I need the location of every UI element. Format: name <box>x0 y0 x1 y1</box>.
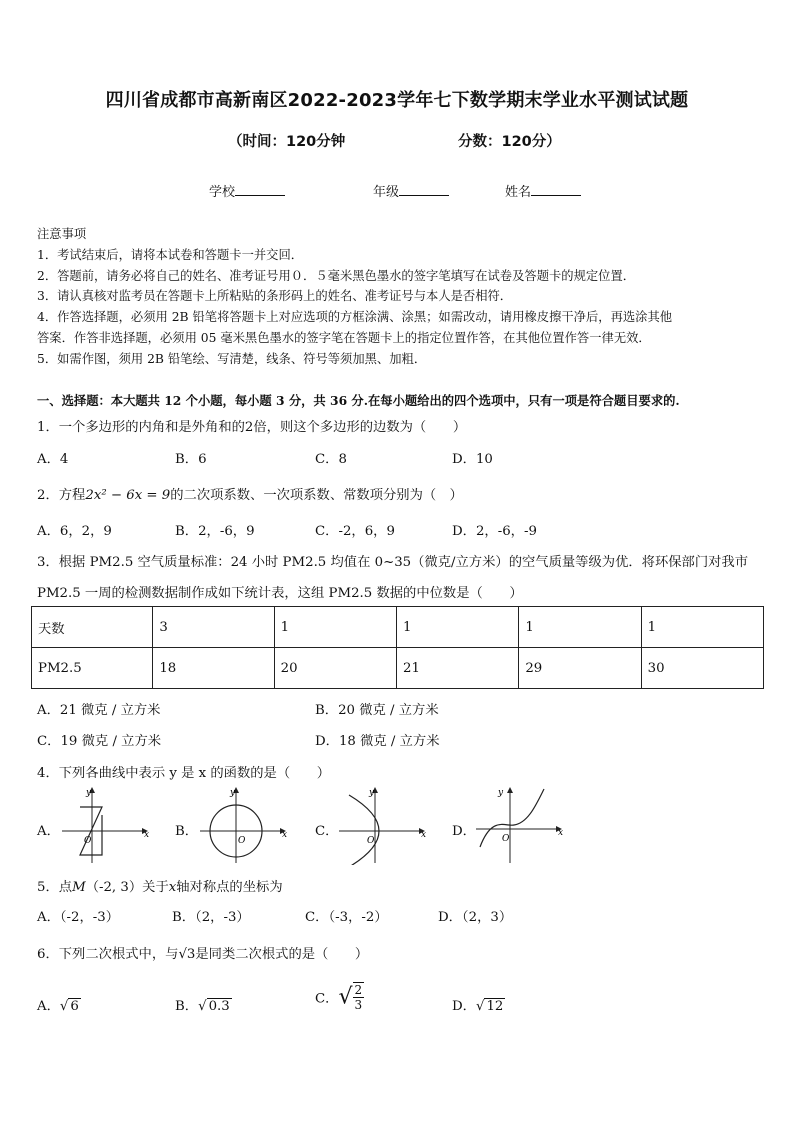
q2-option-d[interactable]: D．2，-6，-9 <box>452 524 537 539</box>
q2-option-a[interactable]: A．6，2，9 <box>37 524 112 539</box>
q3-option-b[interactable]: B．20 微克 / 立方米 <box>315 703 439 718</box>
table-cell: PM2.5 <box>32 648 153 689</box>
q6-option-b[interactable]: B．√ 0.3 <box>175 999 230 1014</box>
q5-coords: （-2, 3） <box>85 880 143 895</box>
q6-option-d[interactable]: D．√ 12 <box>452 999 504 1014</box>
q6-option-d-label: D． <box>452 999 476 1014</box>
q5-stem-pre: 5．点 <box>37 880 73 895</box>
notice-item: 2．答题前，请务必将自己的姓名、准考证号用０．５毫米黑色墨水的签字笔填写在试卷及答题卡的规定位置． <box>37 269 636 283</box>
q5-option-c[interactable]: C．（-3，-2） <box>305 910 388 925</box>
q5-point: M <box>72 880 86 895</box>
axis-x-label: x <box>558 828 564 838</box>
axis-y-label: y <box>230 788 236 798</box>
q5-stem-end: 轴对称点的坐标为 <box>176 880 283 895</box>
question-3-stem-line2: PM2.5 一周的检测数据制作成如下统计表，这组 PM2.5 数据的中位数是（ ） <box>37 586 523 601</box>
table-cell: 29 <box>519 648 641 689</box>
q6-radicand-d: 12 <box>486 999 504 1014</box>
q3-option-d[interactable]: D．18 微克 / 立方米 <box>315 734 440 749</box>
exam-score: 分数：120分） <box>458 134 561 150</box>
notice-item: 4．作答选择题，必须用 2B 铅笔将答题卡上对应选项的方框涂满、涂黑；如需改动，请用橡皮擦干净后，再选涂其他 <box>37 310 673 324</box>
q2-stem-post: 的二次项系数、一次项系数、常数项分别为（ ） <box>170 488 463 503</box>
question-5-stem <box>37 876 283 895</box>
name-field[interactable] <box>505 181 581 200</box>
q3-option-c[interactable]: C．19 微克 / 立方米 <box>37 734 162 749</box>
exam-title: 四川省成都市高新南区2022-2023学年七下数学期末学业水平测试试题 <box>105 90 689 111</box>
table-cell: 21 <box>396 648 518 689</box>
q2-option-b[interactable]: B．2，-6，9 <box>175 524 255 539</box>
origin-label: O <box>238 836 246 846</box>
table-row <box>32 648 764 689</box>
axis-y-label: y <box>86 788 92 798</box>
table-cell: 30 <box>641 648 763 689</box>
origin-label: O <box>367 836 375 846</box>
q5-option-d[interactable]: D．（2，3） <box>438 910 513 925</box>
section-heading: 一、选择题：本大题共 12 个小题，每小题 3 分，共 36 分.在每小题给出的四个选项中，只有一项是符合题目要求的. <box>37 393 680 408</box>
q1-option-c[interactable]: C．8 <box>315 452 347 467</box>
q6-fraction <box>353 982 365 1012</box>
school-field[interactable] <box>209 181 285 200</box>
q4-graph-c <box>335 785 427 865</box>
table-cell: 3 <box>153 607 274 648</box>
question-3-stem-line1: 3．根据 PM2.5 空气质量标准：24 小时 PM2.5 均值在 0~35（微克/立方米）的空气质量等级为优．将环保部门对我市 <box>37 555 749 570</box>
q3-option-a[interactable]: A．21 微克 / 立方米 <box>37 703 161 718</box>
q6-option-c-label: C． <box>315 991 339 1007</box>
q2-option-c[interactable]: C．-2，6，9 <box>315 524 395 539</box>
q6-radicand-a: 6 <box>70 999 79 1014</box>
notice-heading: 注意事项 <box>37 227 87 241</box>
q5-axis: x <box>168 880 177 895</box>
q4-option-b[interactable]: B． <box>175 824 199 839</box>
q5-option-a[interactable]: A．（-2，-3） <box>37 910 120 925</box>
question-1-stem: 1．一个多边形的内角和是外角和的2倍，则这个多边形的边数为（ ） <box>37 420 467 435</box>
table-cell: 1 <box>519 607 641 648</box>
table-row <box>32 607 764 648</box>
q6-option-a-label: A． <box>37 999 60 1014</box>
axis-x-label: x <box>144 830 150 840</box>
q4-option-d[interactable]: D． <box>452 824 476 839</box>
axis-y-label: y <box>369 788 375 798</box>
notice-item: 3．请认真核对监考员在答题卡上所粘贴的条形码上的姓名、准考证号与本人是否相符． <box>37 289 513 303</box>
notice-item: 答案．作答非选择题，必须用 05 毫米黑色墨水的签字笔在答题卡上的指定位置作答，在其他位置作答一律无效． <box>37 331 651 345</box>
axis-x-label: x <box>421 830 427 840</box>
name-label: 姓名 <box>505 185 532 200</box>
notice-item: 5．如需作图，须用 2B 铅笔绘、写清楚，线条、符号等须加黑、加粗． <box>37 352 427 366</box>
school-label: 学校 <box>209 185 236 200</box>
notice-item: 1．考试结束后，请将本试卷和答题卡一并交回． <box>37 248 304 262</box>
axis-y-label: y <box>498 788 504 798</box>
table-cell: 1 <box>641 607 763 648</box>
grade-field[interactable] <box>373 181 449 200</box>
q5-option-b[interactable]: B．（2，-3） <box>172 910 250 925</box>
q6-option-a[interactable]: A．√ 6 <box>37 999 79 1014</box>
question-4-stem: 4．下列各曲线中表示 y 是 x 的函数的是（ ） <box>37 766 331 781</box>
q4-graph-d <box>472 785 564 865</box>
q4-option-c[interactable]: C． <box>315 824 339 839</box>
table-cell: 18 <box>153 648 274 689</box>
q6-option-c[interactable]: C．√ $\frac{2}{3}$ <box>315 983 363 1012</box>
q4-graph-a <box>58 785 150 865</box>
q6-stem-pre: 6．下列二次根式中，与 <box>37 947 179 962</box>
q4-graph-b <box>196 785 288 865</box>
q1-option-d[interactable]: D．10 <box>452 452 493 467</box>
exam-time: （时间：120分钟 <box>228 134 346 150</box>
question-6-stem <box>37 943 368 962</box>
origin-label: O <box>84 836 92 846</box>
table-cell: 1 <box>274 607 396 648</box>
question-2-stem <box>37 484 463 503</box>
axis-x-label: x <box>282 830 288 840</box>
origin-label: O <box>502 834 510 844</box>
q2-stem-pre: 2．方程 <box>37 488 86 503</box>
q6-frac-num: 2 <box>354 983 363 997</box>
q6-radical: √3 <box>178 947 196 962</box>
table-cell: 天数 <box>32 607 153 648</box>
q4-option-a[interactable]: A． <box>37 824 60 839</box>
q6-stem-post: 是同类二次根式的是（ ） <box>195 947 369 962</box>
pm25-table <box>31 606 764 689</box>
grade-label: 年级 <box>373 185 400 200</box>
table-cell: 20 <box>274 648 396 689</box>
q6-option-b-label: B． <box>175 999 199 1014</box>
q6-frac-den: 3 <box>354 998 363 1012</box>
q2-equation: 2x² − 6x = 9 <box>85 488 171 503</box>
q1-option-a[interactable]: A．4 <box>37 452 69 467</box>
q1-option-b[interactable]: B．6 <box>175 452 207 467</box>
q5-stem-post: 关于 <box>142 880 169 895</box>
q6-radicand-b: 0.3 <box>208 999 230 1014</box>
table-cell: 1 <box>396 607 518 648</box>
